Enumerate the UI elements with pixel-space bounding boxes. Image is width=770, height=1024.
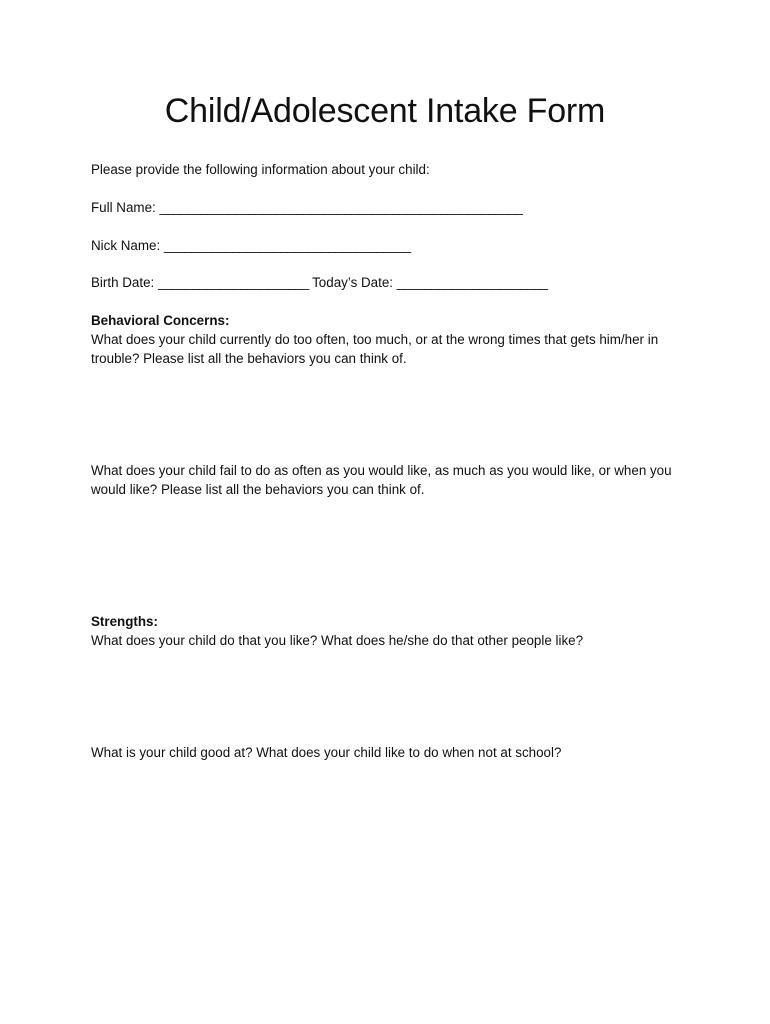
behavioral-question-2: What does your child fail to do as often as you would like, as much as you would like, or when you would like? Please list all the behaviors you can think of. [91,463,672,497]
full-name-row [91,198,522,217]
strengths-question-2: What is your child good at? What does your child like to do when not at school? [91,745,562,760]
intro-text: Please provide the following information about your child: [91,162,430,177]
strengths-heading: Strengths: [91,614,158,629]
strengths-section [91,612,691,650]
nick-name-label: Nick Name: [91,238,164,253]
nick-name-field[interactable]: ____________________________________ [163,238,411,253]
birth-date-label: Birth Date: [91,275,158,290]
full-name-field[interactable]: _____________________________________________________ [159,200,523,215]
full-name-label: Full Name: [91,200,160,215]
todays-date-label: Today’s Date: [308,275,397,290]
strengths-question-1: What does your child do that you like? What does he/she do that other people like? [91,633,584,648]
behavioral-heading: Behavioral Concerns: [91,313,230,328]
form-title: Child/Adolescent Intake Form [164,92,606,130]
nick-name-row [91,236,410,255]
todays-date-field[interactable]: ______________________ [396,275,548,290]
behavioral-question-1: What does your child currently do too often, too much, or at the wrong times that gets him/her in trouble? Please list all the behaviors you can think of. [91,332,659,366]
behavioral-section [91,311,691,368]
dates-row [91,273,547,292]
birth-date-field[interactable]: ______________________ [157,275,309,290]
